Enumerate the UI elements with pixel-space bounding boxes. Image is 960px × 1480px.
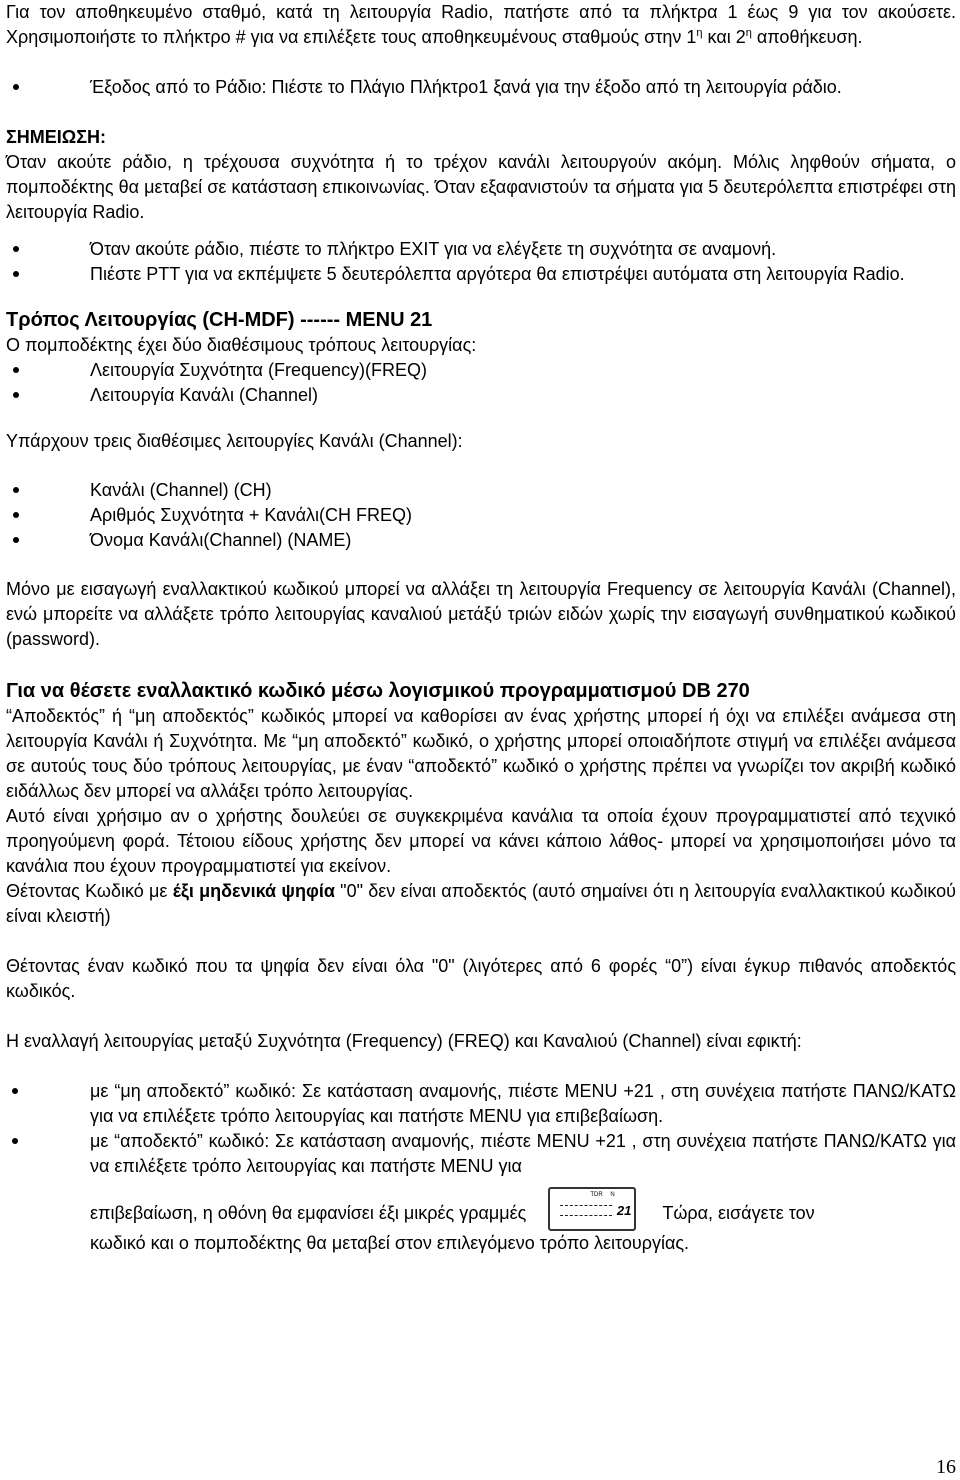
mode-item: Λειτουργία Συχνότητα (Frequency)(FREQ) <box>6 358 956 383</box>
note-bullet: Όταν ακούτε ράδιο, πιέστε το πλήκτρο EXIT για να ελέγξετε τη συχνότητα σε αναμονή. <box>6 237 956 262</box>
text-run: "0" δεν είναι αποδεκτός (αυτό σημαίνει ότι η λειτουργία εναλλακτικού κωδικού είναι κλειστή) <box>6 881 956 926</box>
note-text: Όταν ακούτε ράδιο, η τρέχουσα συχνότητα ή το τρέχον κανάλι λειτουργούν ακόμη. Μόλις ληφθούν σήματα, ο πομποδέκτης θα μεταβεί σε κατάσταση επικοινωνίας. Όταν εξαφανιστούν τα σήματα για 5 δευτερόλεπτα επιστρέφει στη λειτουργία Radio. <box>6 152 956 222</box>
lcd-number: 21 <box>616 1203 632 1218</box>
note-bullet: Πιέστε PTT για να εκπέμψετε 5 δευτερόλεπτα αργότερα θα επιστρέψει αυτόματα στη λειτουργία Radio. <box>6 262 956 287</box>
switch-bullet: με “μη αποδεκτό” κωδικό: Σε κατάσταση αναμονής, πιέστε MENU +21 , στη συνέχεια πατήστε ΠΑΝΩ/ΚΑΤΩ για να επιλέξετε τρόπο λειτουργίας και πατήστε MENU για επιβεβαίωση. <box>6 1079 956 1129</box>
exit-bullet: Έξοδος από το Ράδιο: Πιέστε το Πλάγιο Πλήκτρο1 ξανά για την έξοδο από τη λειτουργία ράδιο. <box>6 75 956 100</box>
text-run: Θέτοντας Κωδικό με <box>6 881 173 901</box>
software-paragraph: Θέτοντας έναν κωδικό που τα ψηφία δεν είναι όλα "0" (λιγότερες από 6 φορές “0”) είναι έγκυρ πιθανός αποδεκτός κωδικός. <box>6 956 956 1001</box>
lcd-display-icon <box>548 1187 636 1231</box>
mode-note: Μόνο με εισαγωγή εναλλακτικού κωδικού μπορεί να αλλάξει τη λειτουργία Frequency σε λειτουργία Κανάλι (Channel), ενώ μπορείτε να αλλάξετε τρόπο λειτουργίας καναλιού μετάξύ τριών ειδών χωρίς την εισαγωγή συνθηματικού κωδικού (password). <box>6 579 956 649</box>
channel-item: Κανάλι (Channel) (CH) <box>6 478 956 503</box>
lcd-tag: N <box>610 1192 615 1198</box>
bold-text: έξι μηδενικά ψηφία <box>172 881 335 901</box>
superscript: η <box>696 27 703 39</box>
mode-heading: Τρόπος Λειτουργίας (CH-MDF) ------ MENU 21 <box>6 309 433 331</box>
intro-text: και 2 <box>702 27 746 47</box>
software-paragraph: Αυτό είναι χρήσιμο αν ο χρήστης δουλεύει σε συγκεκριμένα κανάλια τα οποία έχουν προγραμματιστεί από τεχνικό προηγούμενη φορά. Τέτοιου είδους χρήστης δεν μπορεί να κάνει κάποιο λάθος- μπορεί να χρησιμοποιήσει μόνο τα κανάλια που έχουν προγραμματιστεί για εκείνον. <box>6 806 956 876</box>
channel-intro: Υπάρχουν τρεις διαθέσιμες λειτουργίες Κανάλι (Channel): <box>6 431 463 451</box>
document-page <box>6 0 956 1256</box>
text-run: Τώρα, εισάγετε τον <box>662 1203 815 1223</box>
channel-item: Αριθμός Συχνότητα + Κανάλι(CH FREQ) <box>6 503 956 528</box>
text-run: επιβεβαίωση, η οθόνη θα εμφανίσει έξι μικρές γραμμές <box>90 1203 527 1223</box>
mode-intro: Ο πομποδέκτης έχει δύο διαθέσιμους τρόπους λειτουργίας: <box>6 335 477 355</box>
software-paragraph: “Αποδεκτός” ή “μη αποδεκτός” κωδικός μπορεί να καθορίσει αν ένας χρήστης μπορεί ή όχι να επιλέξει ανάμεσα στη λειτουργία Κανάλι ή Συχνότητα. Με “μη αποδεκτό” κωδικό, ο χρήστης μπορεί οποιαδήποτε στιγμή να επιλέξει ανάμεσα σε αυτούς τους δύο τρόπους λειτουργίας, με έναν “αποδεκτό” κωδικό ο χρήστης πρέπει να γνωρίζει τον ακριβή κωδικό ειδάλλως δεν μπορεί να αλλάξει τρόπο λειτουργίας. <box>6 706 956 801</box>
mode-item: Λειτουργία Κανάλι (Channel) <box>6 383 956 408</box>
switch-bullet <box>6 1129 956 1256</box>
software-paragraph <box>6 879 956 929</box>
channel-item: Όνομα Κανάλι(Channel) (NAME) <box>6 528 956 553</box>
software-heading: Για να θέσετε εναλλακτικό κωδικό μέσω λογισμικού προγραμματισμού DB 270 <box>6 680 750 702</box>
software-paragraph: Η εναλλαγή λειτουργίας μεταξύ Συχνότητα (Frequency) (FREQ) και Καναλιού (Channel) είναι εφικτή: <box>6 1031 802 1051</box>
lcd-dashes <box>560 1215 612 1217</box>
intro-paragraph <box>6 0 956 50</box>
lcd-dashes <box>560 1205 612 1207</box>
intro-text: Για τον αποθηκευμένο σταθμό, κατά τη λειτουργία Radio, πατήστε από τα πλήκτρα 1 έως 9 για τον ακούσετε. Χρησιμοποιήστε το πλήκτρο # για να επιλέξετε τους αποθηκευμένους σταθμούς στην 1 <box>6 2 956 47</box>
intro-text: αποθήκευση. <box>751 27 863 47</box>
text-run: με “αποδεκτό” κωδικό: Σε κατάσταση αναμονής, πιέστε MENU +21 , στη συνέχεια πατήστε ΠΑΝΩ/ΚΑΤΩ για να επιλέξετε τρόπο λειτουργίας και πατήστε MENU για <box>90 1131 956 1176</box>
lcd-tag: TDR <box>590 1192 603 1198</box>
superscript: η <box>745 27 752 39</box>
text-run: κωδικό και ο πομποδέκτης θα μεταβεί στον επιλεγόμενο τρόπο λειτουργίας. <box>90 1233 690 1253</box>
page-number: 16 <box>936 1456 956 1478</box>
note-heading: ΣΗΜΕΙΩΣΗ: <box>6 127 107 147</box>
bullet-line <box>90 1187 956 1231</box>
